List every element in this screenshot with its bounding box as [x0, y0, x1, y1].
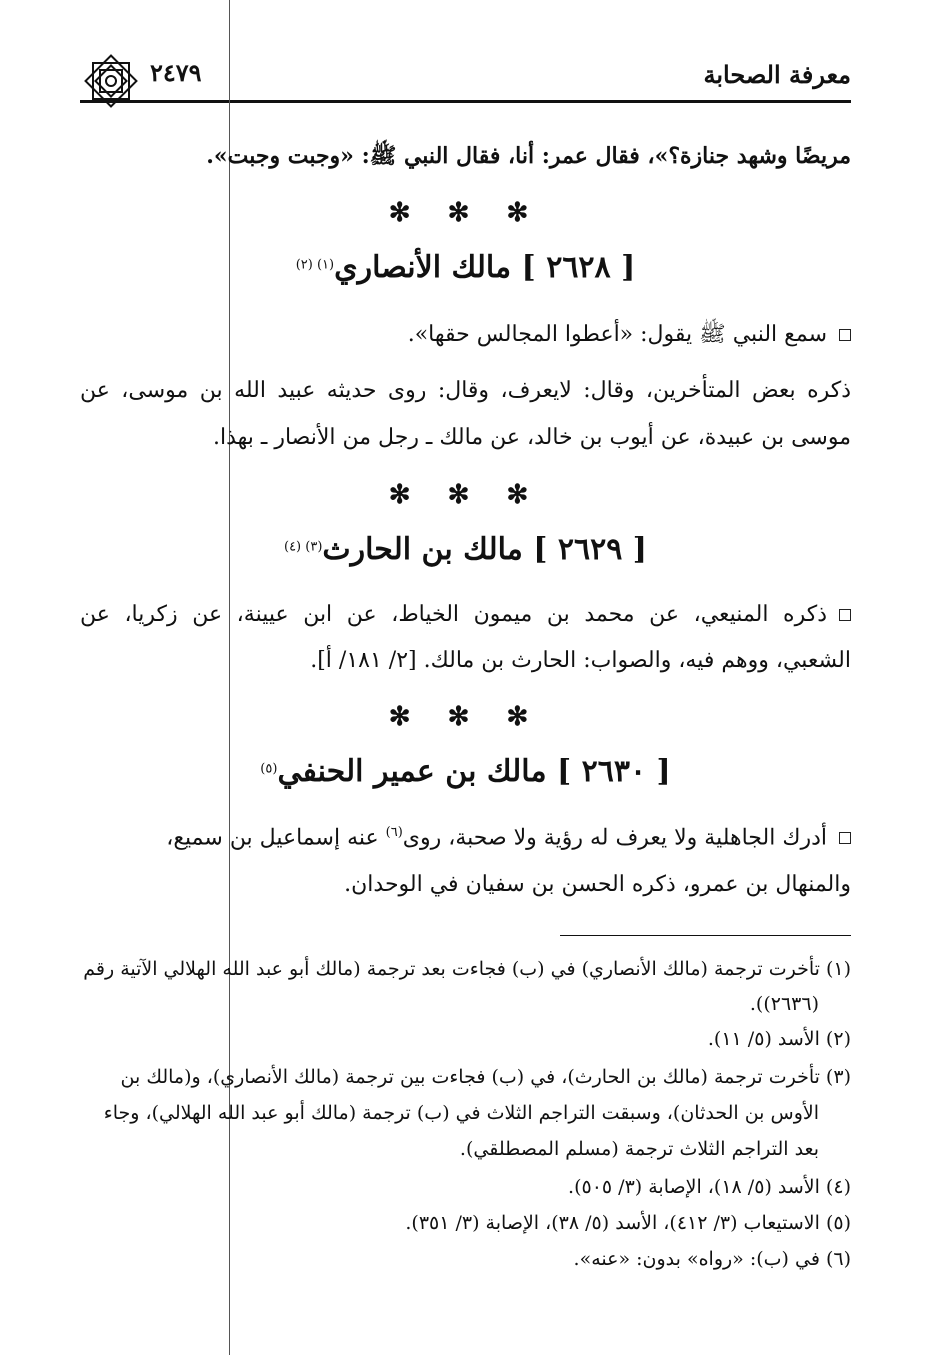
footnote: (٣) تأخرت ترجمة (مالك بن الحارث)، في (ب) فجاءت بين ترجمة (مالك الأنصاري)، و(مالك بن [120, 1066, 851, 1088]
entry-title: [ ٢٦٢٩ ] مالك بن الحارث [322, 532, 647, 567]
body-line: موسى بن عبيدة، عن أيوب بن خالد، عن مالك ـ رجل من الأنصار ـ بهذا. [213, 425, 851, 450]
entry-title: [ ٢٦٣٠ ] مالك بن عمير الحنفي [277, 754, 671, 789]
square-bullet-icon [839, 329, 851, 341]
entry-heading [80, 250, 851, 285]
footnote-ref: (٥) [260, 761, 278, 777]
footnote: الأوس بن الحدثان)، وسبقت التراجم الثلاث في (ب) ترجمة (مالك أبو عبد الله الهلالي)، وجاء [103, 1102, 819, 1124]
footnote-ref: (١) (٢) [295, 257, 335, 273]
footnote: بعد التراجم الثلاث ترجمة (مسلم المصطلقي). [459, 1138, 819, 1160]
entry-title: [ ٢٦٢٨ ] مالك الأنصاري [334, 250, 636, 285]
footnote: (٢٦٣٦)). [749, 993, 819, 1015]
footnote: (١) تأخرت ترجمة (مالك الأنصاري) في (ب) فجاءت بعد ترجمة (مالك أبو عبد الله الهلالي الآتية رقم [83, 958, 851, 980]
footnote: (٢) الأسد (٥/ ١١). [707, 1028, 851, 1050]
body-line: الشعبي، ووهم فيه، والصواب: الحارث بن مالك. [٢/ ١٨١/ أ]. [310, 648, 851, 673]
square-bullet-icon [839, 609, 851, 621]
section-separator: ✻ ✻ ✻ [388, 702, 543, 732]
footnote-ref: (٣) (٤) [283, 539, 323, 555]
body-line: سمع النبي ﷺ يقول: «أعطوا المجالس حقها». [80, 320, 851, 352]
square-bullet-icon [839, 832, 851, 844]
entry-heading [80, 532, 851, 567]
section-separator: ✻ ✻ ✻ [388, 480, 543, 510]
footnote-ref: (٦) [385, 825, 403, 840]
page-number: ٢٤٧٩ [150, 58, 202, 87]
entry-heading [80, 754, 851, 789]
footnote: (٤) الأسد (٥/ ١٨)، الإصابة (٣/ ٥٠٥). [568, 1176, 851, 1198]
header-rule [80, 100, 851, 103]
running-header-title: معرفة الصحابة [703, 60, 851, 89]
footnote: (٦) في (ب): «رواه» بدون: «عنه». [573, 1248, 851, 1270]
footnote: (٥) الاستيعاب (٣/ ٤١٢)، الأسد (٥/ ٣٨)، الإصابة (٣/ ٣٥١). [405, 1212, 851, 1234]
footnote-rule [560, 935, 851, 936]
section-separator: ✻ ✻ ✻ [388, 198, 543, 228]
body-line: والمنهال بن عمرو، ذكره الحسن بن سفيان في الوحدان. [344, 872, 851, 897]
body-line: ذكره بعض المتأخرين، وقال: لايعرف، وقال: روى حديثه عبيد الله بن موسى، عن [80, 378, 851, 403]
body-line: ذكره المنيعي، عن محمد بن ميمون الخياط، عن ابن عيينة، عن زكريا، عن [80, 602, 851, 627]
body-line: أدرك الجاهلية ولا يعرف له رؤية ولا صحبة، روى$^{(٦)}$ عنه إسماعيل بن سميع، [80, 825, 851, 850]
body-line: مريضًا وشهد جنازة؟»، فقال عمر: أنا، فقال النبي ﷺ: «وجبت وجبت». [206, 143, 851, 169]
